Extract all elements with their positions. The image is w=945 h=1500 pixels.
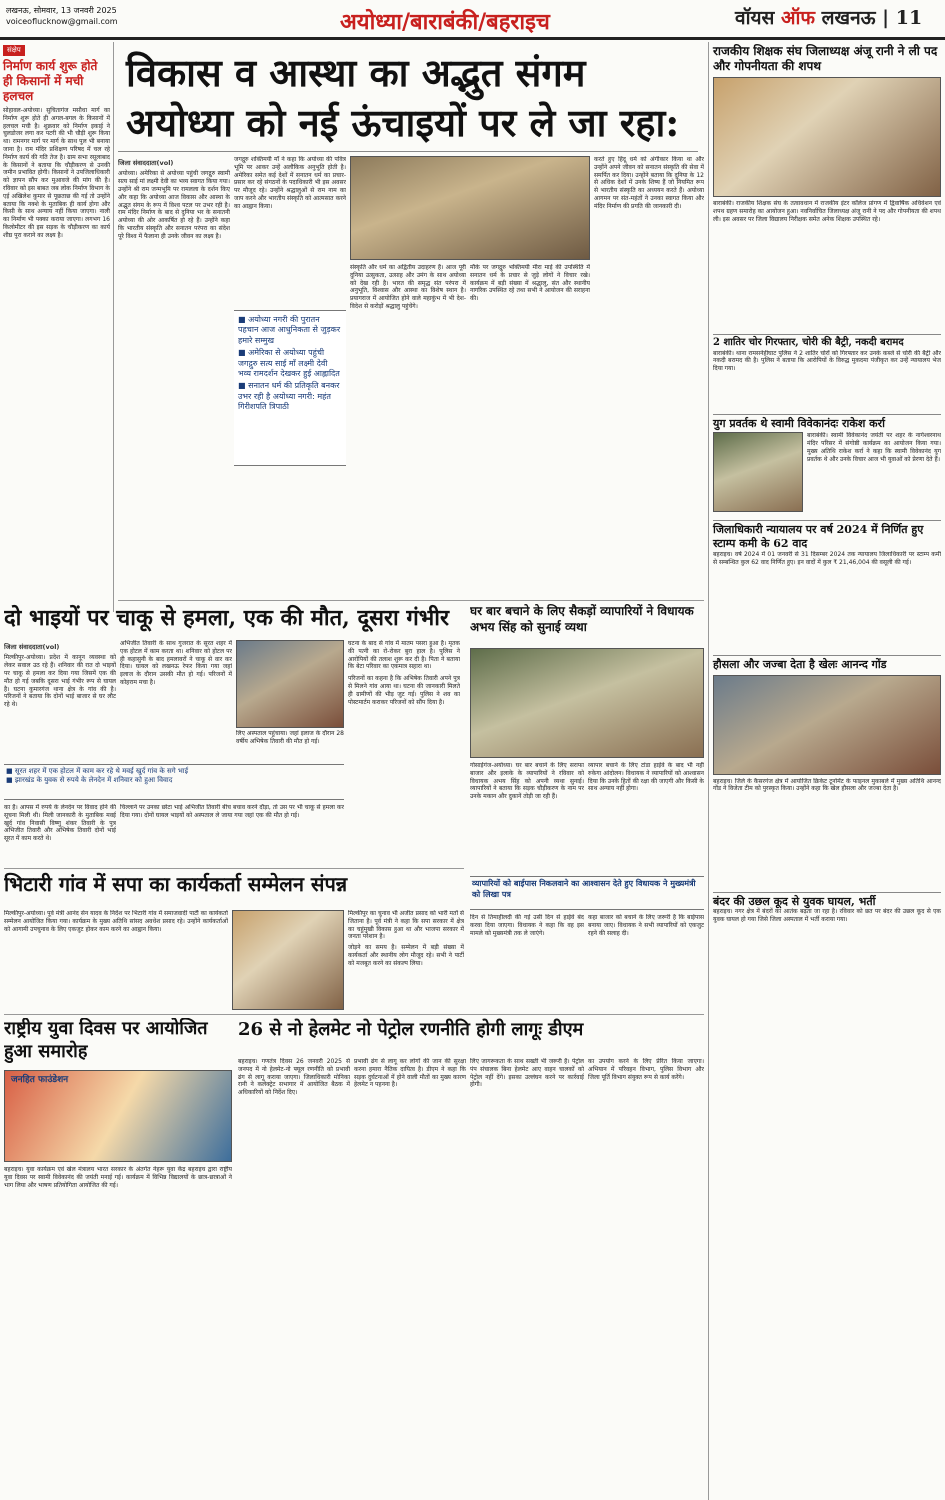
stab-col-1 <box>4 640 116 760</box>
sammelan-body-1: मिल्कीपुर-अयोध्या। पूर्व मंत्री आनंद सेन यादव के निर्देश पर भिटारी गांव में समाजवादी पार्टी का कार्यकर्ता सम्मेलन आयोजित किया गया। कार्यक्रम के मुख्य अतिथि सांसद अवधेश प्रसाद रहे। उन्होंने कार्यकर्ताओं को आगामी उपचुनाव के लिए एकजुट होकर काम करने का आह्वान किया। <box>4 910 228 933</box>
thieves-headline: 2 शातिर चोर गिरफ्तार, चोरी की बैट्री, नकदी बरामद <box>713 334 941 350</box>
youth-banner: जनहित फाउंडेशन <box>11 1075 69 1085</box>
highlight-item: ■ अमेरिका से अयोध्या पहुंची जगद्गुरु सत्य साई माँ लक्ष्मी देवी भव्य रामदर्शन देखकर हुई आह्लादित <box>238 348 340 378</box>
helmet-col-1 <box>238 1058 350 1498</box>
stab-col-6 <box>120 804 344 864</box>
traders-headline: घर बार बचाने के लिए सैकड़ों व्यापारियों ने विधायक अभय सिंह को सुनाई व्यथा <box>470 604 694 634</box>
helmet-body-4: का उपयोग करने के लिए प्रेरित किया जाएगा। अभियान में परिवहन विभाग, पुलिस विभाग और जिला पूर्ति विभाग संयुक्त रूप से कार्य करेंगे। <box>588 1058 704 1081</box>
stab-highlights <box>4 764 344 800</box>
lead-col-3 <box>350 264 466 464</box>
monkey-body: बहराइच। नगर क्षेत्र में बंदरों का आतंक बढ़ता जा रहा है। रविवार को छत पर बंदर की उछल कूद से एक युवक घायल हो गया जिसे जिला अस्पताल में भर्ती कराया गया। <box>713 908 941 924</box>
stab-body-1: मिल्कीपुर-अयोध्या। प्रदेश में कानून व्यवस्था को लेकर सवाल उठ रहे हैं। शनिवार की रात दो भाइयों पर चाकू से हमला कर दिया गया जिसमें एक की मौत हो गई जबकि दूसरा भाई गंभीर रूप से घायल है। घटना कुमारगंज थाना क्षेत्र के गांव की है। परिजनों ने बताया कि दोनों भाई बाजार से घर लौट रहे थे। <box>4 654 116 709</box>
dateline: लखनऊ, सोमवार, 13 जनवरी 2025 <box>6 6 117 15</box>
lead-headline: विकास व आस्था का अद्भुत संगम अयोध्या को नई ऊंचाइयों पर ले जा रहा: <box>126 50 680 146</box>
highlight-item: ■ सनातन धर्म की प्रतिकृति बनकर उभर रही है अयोध्या नगरी: महंत गिरीशपति त्रिपाठी <box>238 381 340 412</box>
stab-body-5: का है। आपस में रुपये के लेनदेन पर विवाद होने की सूचना मिली थी। मिली जानकारी के मुताबिक मवई खुर्द गांव निवासी विष्णु शंकर तिवारी के पुत्र अभिजीत तिवारी और अभिषेक तिवारी दोनों भाई सूरत में काम करते थे। <box>4 804 116 843</box>
traders-col-1 <box>470 762 584 872</box>
stab-headline-block <box>4 604 464 638</box>
teacher-body: बाराबंकी। राजकीय शिक्षक संघ के तत्वावधान में राजकीय इंटर कॉलेज प्रांगण में द्विवार्षिक अधिवेशन एवं शपथ ग्रहण समारोह का आयोजन हुआ। नवनिर्वाचित जिलाध्यक्ष अंजू रानी ने पद और गोपनीयता की शपथ ली। इस अवसर पर जिला विद्यालय निरीक्षक समेत अनेक शिक्षक उपस्थित रहे। <box>713 200 941 223</box>
lead-highlights <box>234 310 346 466</box>
lead-col-5 <box>594 156 704 586</box>
lead-body-5: मौके पर जगद्गुरु भक्तिमयी मीरा माई की उपस्थिति में सनातन धर्म के प्रचार से जुड़े लोगों ने विचार रखे। कार्यक्रम में बड़ी संख्या में श्रद्धालु, संत और स्थानीय नागरिक उपस्थित रहे तथा सभी ने आयोजन की सराहना की। <box>470 264 590 303</box>
dateline-block <box>6 6 118 28</box>
lead-photo <box>350 156 590 260</box>
brief-headline: निर्माण कार्य शुरू होते ही किसानों में मची हलचल <box>3 58 98 103</box>
stab-col-4 <box>348 640 460 850</box>
stab-body-4: परिजनों का कहना है कि अभिषेक तिवारी अपने पुत्र से मिलने गांव आया था। घटना की जानकारी मिलते ही ग्रामीणों की भीड़ जुट गई। पुलिस ने शव का पोस्टमार्टम कराकर परिजनों को सौंप दिया है। <box>348 675 460 706</box>
youth-photo <box>4 1070 232 1162</box>
stab-body-2: अभिजीत तिवारी के साथ गुजरात के सूरत शहर में एक होटल में काम करता था। शनिवार को होटल पर ही कहासुनी के बाद हमलावरों ने चाकू से वार कर दिया। घायल को लखनऊ रेफर किया गया जहां इलाज के दौरान उसकी मौत हो गई। परिजनों में कोहराम मचा है। <box>120 640 232 686</box>
stab-caption-box <box>236 730 344 760</box>
stab-body-3: घटना के बाद से गांव में मातम पसरा हुआ है। मृतक की पत्नी का रो-रोकर बुरा हाल है। पुलिस ने आरोपियों की तलाश शुरू कर दी है। पिता ने बताया कि बेटा परिवार का एकमात्र सहारा था। <box>348 640 460 671</box>
vivekanand-photo <box>713 432 803 512</box>
stab-caption: लिए अस्पताल पहुंचाया। जहां इलाज के दौरान 28 वर्षीय अभिषेक तिवारी की मौत हो गई। <box>236 730 344 745</box>
sammelan-body-3: जोड़ने का समय है। सम्मेलन में बड़ी संख्या में कार्यकर्ता और स्थानीय लोग मौजूद रहे। सभी ने पार्टी को मजबूत करने का संकल्प लिया। <box>348 944 464 967</box>
traders-callout: व्यापारियों को बाईपास निकलवाने का आश्वासन देते हुए विधायक ने मुख्यमंत्री को लिखा पत्र <box>470 876 704 910</box>
teacher-photo <box>713 77 941 197</box>
traders-col-4 <box>588 914 704 1004</box>
divider <box>4 868 464 869</box>
divider <box>118 600 704 601</box>
lead-col-4 <box>470 264 590 464</box>
sammelan-col-2 <box>348 910 464 1010</box>
stab-photo <box>236 640 344 728</box>
teacher-headline: राजकीय शिक्षक संघ जिलाध्यक्ष अंजू रानी ने ली पद और गोपनीयता की शपथ <box>713 44 938 73</box>
sidebar-brief <box>0 42 114 612</box>
helmet-body-1: बहराइच। गणतंत्र दिवस 26 जनवरी 2025 से जनपद में नो हेलमेट-नो फ्यूल रणनीति को प्रभावी ढंग से लागू कराया जाएगा। जिलाधिकारी मोनिका रानी ने कलेक्ट्रेट सभागार में आयोजित बैठक में अधिकारियों को निर्देश दिए। <box>238 1058 350 1097</box>
section-title: अयोध्या/बाराबंकी/बहराइच <box>340 9 550 35</box>
helmet-body-2: प्रभावी ढंग से लागू कर लोगों की जान की सुरक्षा करना हमारा नैतिक दायित्व है। डीएम ने कहा कि सड़क दुर्घटनाओं में होने वाली मौतों का मुख्य कारण हेलमेट न पहनना है। <box>354 1058 466 1089</box>
stab-byline: जिला संवाददाता(vol) <box>4 643 60 651</box>
traders-body-1: गोसाईगंज-अयोध्या। घर बार बचाने के लिए सराफा बाजार और इलाके के व्यापारियों ने रविवार को विधायक अभय सिंह को अपनी व्यथा सुनाई। व्यापारियों ने बताया कि सड़क चौड़ीकरण के नाम पर उनके मकान और दुकानें तोड़ी जा रही हैं। <box>470 762 584 801</box>
lead-col-2 <box>234 156 346 306</box>
court-body: बहराइच। वर्ष 2024 में 01 जनवरी से 31 दिसम्बर 2024 तक न्यायालय जिलाधिकारी पर स्टाम्प कमी से सम्बन्धित कुल 62 वाद निर्णित हुए। इन वादों में कुल ₹ 21,46,004 की वसूली की गई। <box>713 550 941 566</box>
traders-body-3: दिन से तिमाहीलदी की गई उसी दिन से हाईवे बंद करवा दिया जाएगा। विधायक ने कहा कि वह इस मामले को मुख्यमंत्री तक ले जाएंगे। <box>470 914 584 937</box>
brand: वॉयस ऑफ लखनऊ | 11 <box>735 7 923 29</box>
traders-headline-block <box>470 604 704 644</box>
court-headline: जिलाधिकारी न्यायालय पर वर्ष 2024 में निर्णित हुए स्टाम्प कमी के 62 वाद <box>713 520 941 551</box>
youth-headline: राष्ट्रीय युवा दिवस पर आयोजित हुआ समारोह <box>4 1018 208 1062</box>
sports-photo <box>713 675 941 775</box>
youth-body-col <box>4 1166 232 1496</box>
stab-highlight-1: ■ सूरत शहर में एक होटल में काम कर रहे थे मवई खुर्द गांव के सगे भाई <box>6 767 189 775</box>
sammelan-col-1 <box>4 910 228 1010</box>
sports-body: बहराइच। जिले के कैसरगंज क्षेत्र में आयोजित क्रिकेट टूर्नामेंट के फाइनल मुकाबले में मुख्य अतिथि आनन्द गोंड ने विजेता टीम को पुरस्कृत किया। उन्होंने कहा कि खेल हौसला और जज्बा देता है। <box>713 777 941 793</box>
divider <box>4 1014 704 1015</box>
stab-col-2 <box>120 640 232 760</box>
youth-headline-block <box>4 1018 232 1066</box>
traders-body-4: कहा बाजार को बचाने के लिए जरूरी है कि बाईपास बनाया जाए। विधायक ने सभी व्यापारियों को एकजुट रहने की सलाह दी। <box>588 914 704 937</box>
lead-body-4: करते हुए हिंदू धर्म को अंगीकार किया था और उन्होंने अपने जीवन को सनातन संस्कृति की सेवा में समर्पित कर दिया। उन्होंने बताया कि दुनिया के 12 से अधिक देशों में उनके शिष्य हैं जो नियमित रूप से भारतीय संस्कृति का अध्ययन करते हैं। अयोध्या आगमन पर संत-महंतों ने उनका स्वागत किया और मंदिर निर्माण की प्रगति की जानकारी दी। <box>594 156 704 210</box>
lead-headline-block <box>118 42 698 152</box>
page-number: 11 <box>895 7 923 29</box>
thieves-body: बाराबंकी। थाना रामसनेहीघाट पुलिस ने 2 शातिर चोरों को गिरफ्तार कर उनके कब्जे से चोरी की बैट्री और नकदी बरामद की है। पुलिस ने बताया कि आरोपियों के विरुद्ध मुकदमा पंजीकृत कर उन्हें न्यायालय भेज दिया गया। <box>713 349 941 373</box>
sports-headline: हौसला और जज्बा देता है खेलः आनन्द गोंड <box>713 655 941 672</box>
helmet-headline-block <box>238 1018 704 1054</box>
helmet-col-3 <box>470 1058 584 1498</box>
stab-headline: दो भाइयों पर चाकू से हमला, एक की मौत, दूसरा गंभीर <box>4 605 449 631</box>
stab-col-5 <box>4 804 116 864</box>
brief-body: सोहावल-अयोध्या। सुचितागंज मसौधा मार्ग का निर्माण शुरू होते ही अगल-बगल के किसानों में हलचल मची है। शुक्रवार को निर्माण इकाई ने चुलडोजर लगा कर पटरी की भी चौड़ी शुरू किया था। रामनगर मार्ग पर मार्ग के साथ पुल भी बनाया जाना है। राम मंदिर प्रशिक्षण परिषद में चल रहे निर्माण कार्य की गति तेज है। ग्राम सभा रसूलाबाद के किसानों ने बताया कि चौड़ीकरण से उनकी जमीन प्रभावित होगी। किसानों ने उपजिलाधिकारी को ज्ञापन सौंप कर मुआवजे की मांग की है। रविवार को इस बाबत जब लोक निर्माण विभाग के एई अखिलेश कुमार से पूछताछ की गई तो उन्होंने बताया कि नक्शे के मुताबिक ही कार्य होगा और किसी के साथ अन्याय नहीं किया जाएगा। नाली का निर्माण भी पक्का कराया जाएगा। लगभग 16 किलोमीटर की इस सड़क के चौड़ीकरण का कार्य शीघ्र पूरा कराने का लक्ष्य है। <box>3 106 110 239</box>
traders-photo <box>470 648 704 758</box>
sammelan-headline: भिटारी गांव में सपा का कार्यकर्ता सम्मेलन संपन्न <box>4 872 348 896</box>
stab-highlight-2: ■ झारखंड के युवक से रुपये के लेनदेन में शनिवार को हुआ विवाद <box>6 776 173 785</box>
lead-col-1 <box>118 156 230 466</box>
sammelan-headline-block <box>4 872 464 906</box>
vivekanand-headline: युग प्रवर्तक थे स्वामी विवेकानंदः राकेश कर्रा <box>713 414 941 431</box>
email: voiceoflucknow@gmail.com <box>6 16 118 26</box>
helmet-headline: 26 से नो हेलमेट नो पेट्रोल रणनीति होगी लागूः डीएम <box>238 1019 584 1040</box>
right-column <box>708 42 945 1500</box>
helmet-col-2 <box>354 1058 466 1498</box>
sammelan-body-2: मिल्कीपुर का चुनाव भी अजीत प्रसाद को भारी मतों से जिताना है। पूर्व मंत्री ने कहा कि सपा सरकार में क्षेत्र का चहुंमुखी विकास हुआ था और भाजपा सरकार में जनता परेशान है। <box>348 910 464 941</box>
lead-byline: जिला संवाददाता(vol) <box>118 159 174 167</box>
brief-tag: संक्षेप <box>3 45 25 56</box>
lead-body-2: जगद्गुरु शक्तिमयी माँ ने कहा कि अयोध्या की पवित्र भूमि पर आकर उन्हें अलौकिक अनुभूति होती है। अमेरिका समेत कई देशों में सनातन धर्म का प्रचार-प्रसार कर रहे संगठनों के पदाधिकारी भी इस अवसर पर मौजूद रहे। उन्होंने श्रद्धालुओं से राम नाम का जाप करने और भारतीय संस्कृति को आत्मसात करने का आह्वान किया। <box>234 156 346 210</box>
traders-col-2 <box>588 762 704 872</box>
monkey-headline: बंदर की उछल कूद से युवक घायल, भर्ती <box>713 892 941 909</box>
vivekanand-block <box>713 432 941 512</box>
helmet-col-4 <box>588 1058 704 1498</box>
traders-col-3 <box>470 914 584 1004</box>
lead-body-1: अयोध्या। अमेरिका से अयोध्या पहुंची जगद्गुरु स्वामी सत्य साई मां लक्ष्मी देवी का भव्य स्वागत किया गया। उन्होंने श्री राम जन्मभूमि पर रामलला के दर्शन किए और कहा कि अयोध्या आज विकास और आस्था के अद्भुत संगम के रूप में विश्व पटल पर उभर रही है। राम मंदिर निर्माण के बाद से दुनिया भर के सनातनी अयोध्या की ओर आकर्षित हो रहे हैं। उन्होंने कहा कि भारतीय संस्कृति और सनातन परंपरा का संदेश पूरे विश्व में फैलाना ही उनके जीवन का लक्ष्य है। <box>118 170 230 240</box>
masthead <box>0 0 945 40</box>
stab-body-6: चिल्लाने पर उनका छोटा भाई अभिजीत तिवारी बीच बचाव करने दौड़ा, तो उस पर भी चाकू से हमला कर दिया गया। दोनों घायल भाइयों को अस्पताल ले जाया गया जहां एक की मौत हो गई। <box>120 804 344 819</box>
highlight-item: ■ अयोध्या नगरी की पुरातन पहचान आज आधुनिकता से जुड़कर हमारे सम्मुख <box>238 315 341 345</box>
helmet-body-3: लिए जागरूकता के साथ सख्ती भी जरूरी है। पेट्रोल पंप संचालक बिना हेलमेट आए वाहन चालकों को पेट्रोल नहीं देंगे। इसका उल्लंघन करने पर कार्रवाई होगी। <box>470 1058 584 1089</box>
sammelan-photo <box>232 910 344 1010</box>
vivekanand-body: बाराबंकी। स्वामी विवेकानंद जयंती पर शहर के नागेश्वरनाथ मंदिर परिसर में संगोष्ठी कार्यक्रम का आयोजन किया गया। मुख्य अतिथि राकेश कर्रा ने कहा कि स्वामी विवेकानंद युग प्रवर्तक थे और उनके विचार आज भी युवाओं को प्रेरणा देते हैं। <box>807 432 941 463</box>
traders-body-2: व्यापार बचाने के लिए टांडा हाईवे के बाद भी नहीं रुकेगा आंदोलन। विधायक ने व्यापारियों को आश्वासन दिया कि उनके हितों की रक्षा की जाएगी और किसी के साथ अन्याय नहीं होगा। <box>588 762 704 793</box>
youth-body: बहराइच। युवा कार्यक्रम एवं खेल मंत्रालय भारत सरकार के अंतर्गत नेहरू युवा केंद्र बहराइच द्वारा राष्ट्रीय युवा दिवस पर स्वामी विवेकानंद की जयंती मनाई गई। कार्यक्रम में विभिन्न विद्यालयों के छात्र-छात्राओं ने भाग लिया और भाषण प्रतियोगिता आयोजित की गई। <box>4 1166 232 1189</box>
lead-body-3: संस्कृति और धर्म का अद्वितीय उदाहरण है। आज पूरी दुनिया उत्सुकता, उत्साह और उमंग के साथ अयोध्या को देख रही है। भारत की समृद्ध संत परंपरा में अनुभूति, विश्वास और आस्था का विशेष स्थान है। प्रयागराज में आयोजित होने वाले महाकुंभ में भी देश-विदेश से करोड़ों श्रद्धालु पहुंचेंगे। <box>350 264 466 310</box>
